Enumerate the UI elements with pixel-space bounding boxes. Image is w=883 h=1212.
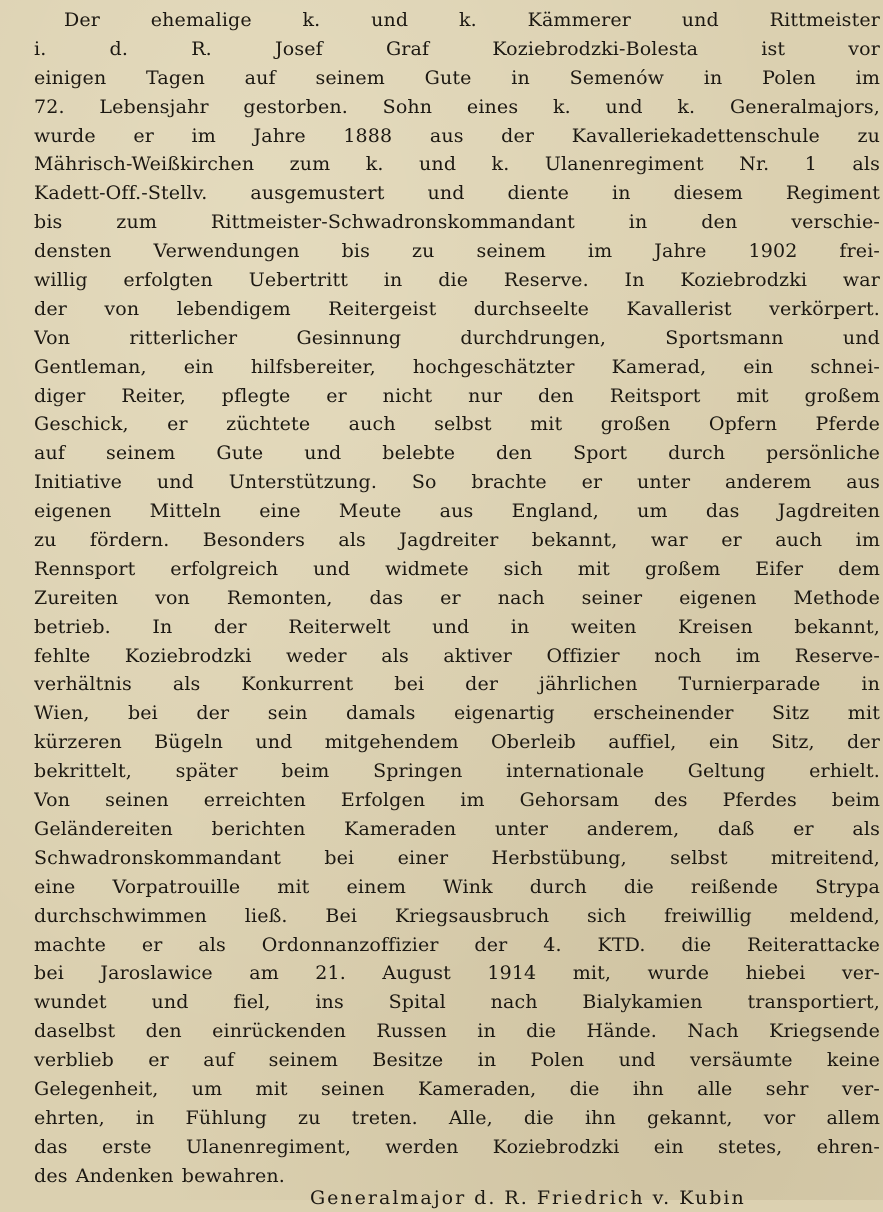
article-line: des Andenken bewahren. <box>34 1164 285 1187</box>
article-line: i. d. R. Josef Graf Koziebrodzki-Bolesta ist vor <box>34 37 880 60</box>
article-line: Zureiten von Remonten, das er nach seiner eigenen Methode <box>34 586 880 609</box>
article-line: Initiative und Unterstützung. So brachte er unter anderem aus <box>34 471 880 494</box>
article-line: zu fördern. Besonders als Jagdreiter bekannt, war er auch im <box>34 529 880 552</box>
article-line: Gentleman, ein hilfsbereiter, hochgeschätzter Kamerad, ein schnei- <box>34 355 880 378</box>
article-line: diger Reiter, pflegte er nicht nur den Reitsport mit großem <box>34 384 880 407</box>
article-line: eigenen Mitteln eine Meute aus England, um das Jagdreiten <box>34 500 880 523</box>
article-line: 72. Lebensjahr gestorben. Sohn eines k. und k. Generalmajors, <box>34 95 880 118</box>
article-line: ehrten, in Fühlung zu treten. Alle, die ihn gekannt, vor allem <box>34 1106 880 1129</box>
article-line: verblieb er auf seinem Besitze in Polen und versäumte keine <box>34 1049 880 1072</box>
article-line: densten Verwendungen bis zu seinem im Jahre 1902 frei- <box>34 240 880 263</box>
author-signature-line: Generalmajor d. R. Friedrich v. Kubin <box>310 1187 746 1209</box>
article-line: wurde er im Jahre 1888 aus der Kavalleriekadettenschule zu <box>34 124 880 147</box>
article-line: bei Jaroslawice am 21. August 1914 mit, wurde hiebei ver- <box>34 962 880 985</box>
article-line: Schwadronskommandant bei einer Herbstübung, selbst mitreitend, <box>34 846 880 869</box>
article-line: auf seinem Gute und belebte den Sport durch persönliche <box>34 442 880 465</box>
article-line: Mährisch-Weißkirchen zum k. und k. Ulanenregiment Nr. 1 als <box>34 153 880 176</box>
article-line: das erste Ulanenregiment, werden Koziebrodzki ein stetes, ehren- <box>34 1135 880 1158</box>
article-line: Wien, bei der sein damals eigenartig erscheinender Sitz mit <box>34 702 880 725</box>
article-line: einigen Tagen auf seinem Gute in Semenów in Polen im <box>34 66 880 89</box>
article-line: bis zum Rittmeister-Schwadronskommandant in den verschie- <box>34 211 880 234</box>
article-line: machte er als Ordonnanzoffizier der 4. KTD. die Reiterattacke <box>34 933 880 956</box>
article-line: Kadett-Off.-Stellv. ausgemustert und diente in diesem Regiment <box>34 182 880 205</box>
article-line: eine Vorpatrouille mit einem Wink durch die reißende Strypa <box>34 875 880 898</box>
article-line: Rennsport erfolgreich und widmete sich mit großem Eifer dem <box>34 557 880 580</box>
article-line: kürzeren Bügeln und mitgehendem Oberleib auffiel, ein Sitz, der <box>34 731 880 754</box>
article-line: bekrittelt, später beim Springen internationale Geltung erhielt. <box>34 760 880 783</box>
article-line: Von ritterlicher Gesinnung durchdrungen, Sportsmann und <box>34 326 880 349</box>
article-line: willig erfolgten Uebertritt in die Reserve. In Koziebrodzki war <box>34 269 880 292</box>
article-line: wundet und fiel, ins Spital nach Bialykamien transportiert, <box>34 991 880 1014</box>
article-line: Geländereiten berichten Kameraden unter anderem, daß er als <box>34 817 880 840</box>
article-line: Gelegenheit, um mit seinen Kameraden, die ihn alle sehr ver- <box>34 1077 880 1100</box>
article-line: fehlte Koziebrodzki weder als aktiver Offizier noch im Reserve- <box>34 644 880 667</box>
article-line: Der ehemalige k. und k. Kämmerer und Rittmeister <box>64 9 880 31</box>
article-line: der von lebendigem Reitergeist durchseelte Kavallerist verkörpert. <box>34 297 880 320</box>
obituary-article <box>34 6 880 1191</box>
article-line: verhältnis als Konkurrent bei der jährlichen Turnierparade in <box>34 673 880 696</box>
article-line: daselbst den einrückenden Russen in die Hände. Nach Kriegsende <box>34 1020 880 1043</box>
article-line: durchschwimmen ließ. Bei Kriegsausbruch sich freiwillig meldend, <box>34 904 880 927</box>
article-line: Von seinen erreichten Erfolgen im Gehorsam des Pferdes beim <box>34 789 880 812</box>
article-line: betrieb. In der Reiterwelt und in weiten Kreisen bekannt, <box>34 615 880 638</box>
article-line: Geschick, er züchtete auch selbst mit großen Opfern Pferde <box>34 413 880 436</box>
